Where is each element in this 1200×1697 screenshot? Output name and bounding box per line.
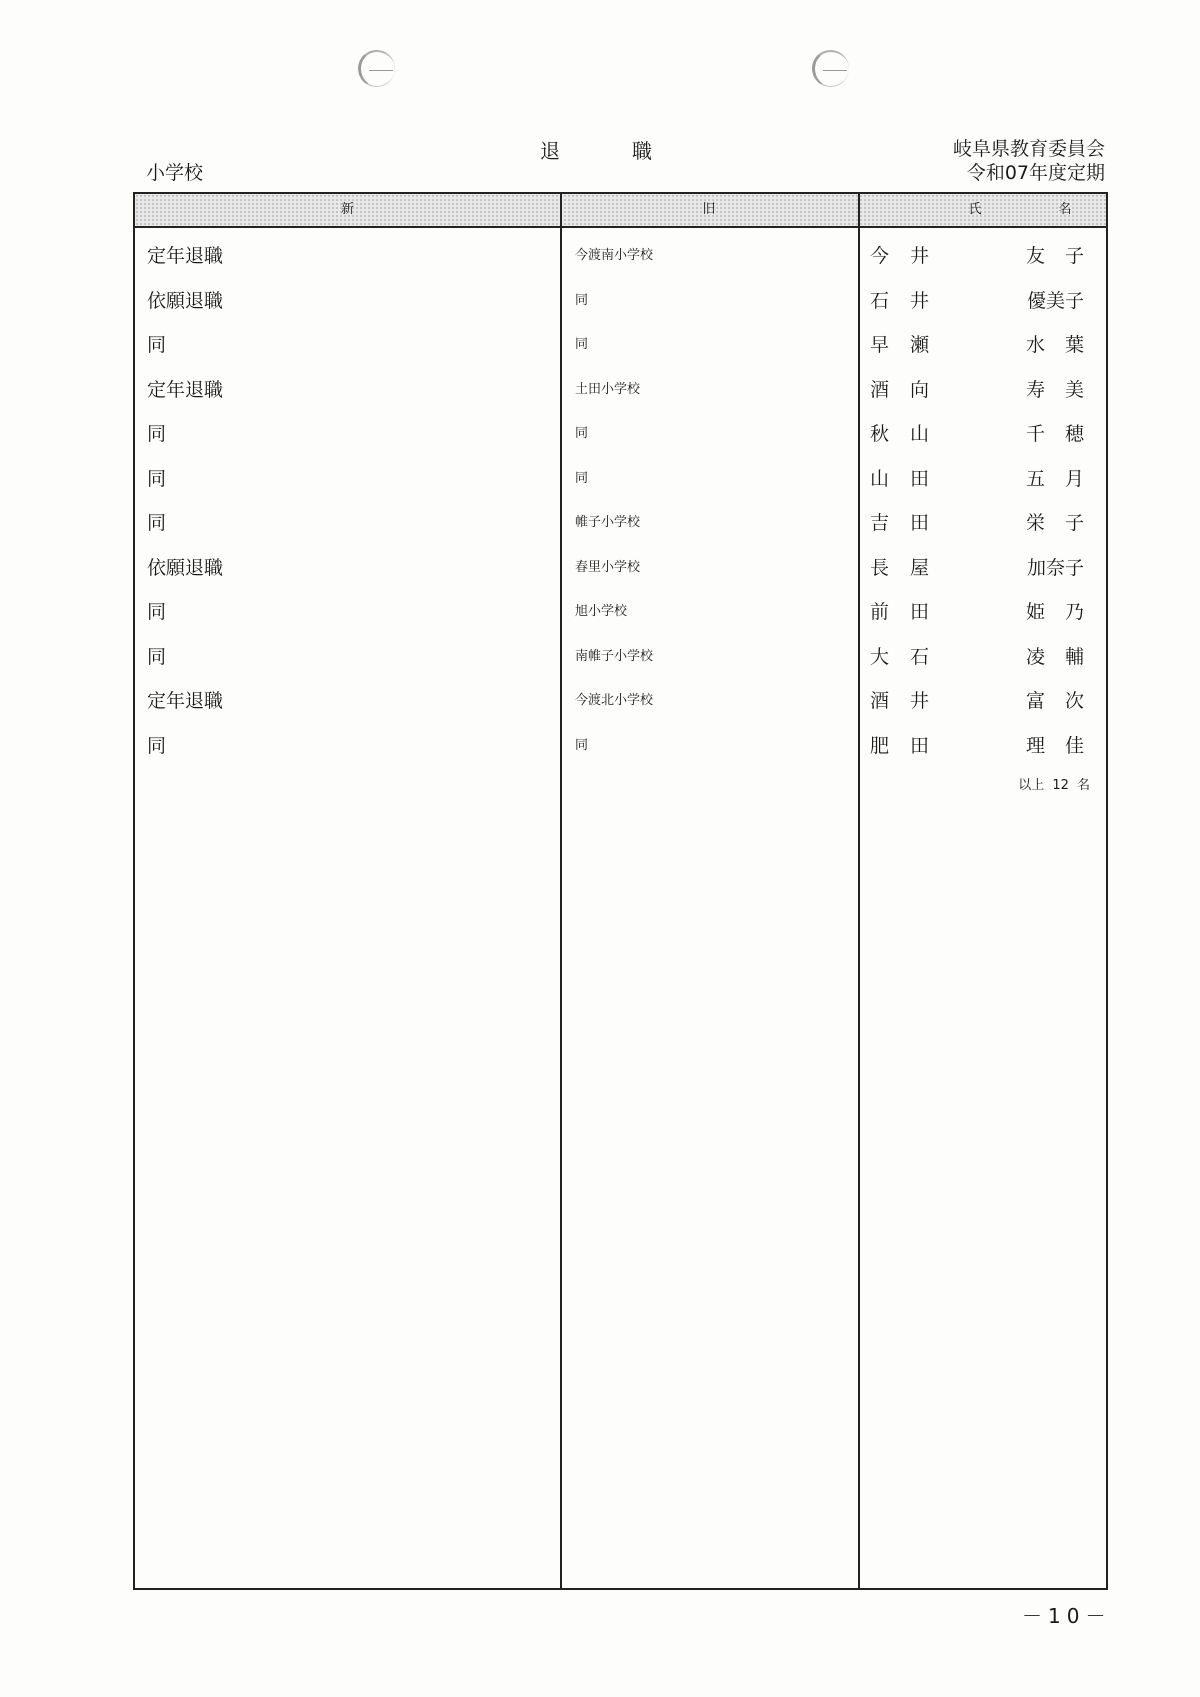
header-new: 新 (340, 202, 354, 217)
new-status: 定年退職 (147, 245, 224, 267)
family-name: 山田 (870, 467, 951, 490)
table-row (135, 724, 1106, 768)
table-row (135, 501, 1106, 545)
old-school: 同 (575, 470, 589, 486)
issuer-block (953, 137, 1105, 185)
retirement-table (133, 192, 1108, 1590)
header-old: 旧 (702, 202, 716, 217)
table-row (135, 412, 1106, 456)
given-name: 理佳 (1025, 734, 1104, 757)
old-school: 帷子小学校 (575, 515, 641, 530)
old-school: 同 (575, 426, 589, 441)
table-row (135, 368, 1106, 412)
given-name: 凌輔 (1025, 645, 1104, 668)
old-school: 旭小学校 (575, 604, 628, 619)
punch-hole-right (812, 50, 849, 87)
header-name-family: 氏 (968, 202, 982, 217)
family-name: 早瀬 (870, 334, 951, 356)
family-name: 酒井 (870, 690, 951, 712)
new-status: 定年退職 (147, 690, 224, 712)
old-school: 今渡南小学校 (575, 248, 654, 263)
title-part: 退 (540, 139, 560, 163)
old-school: 今渡北小学校 (575, 693, 654, 708)
header-name-given: 名 (1058, 202, 1072, 217)
family-name: 長屋 (870, 556, 951, 579)
new-status: 同 (147, 334, 167, 356)
period: 令和07年度定期 (966, 162, 1105, 184)
given-name: 千穂 (1025, 423, 1104, 445)
family-name: 大石 (870, 645, 951, 668)
given-name: 水葉 (1025, 334, 1104, 356)
new-status: 同 (147, 734, 167, 757)
new-status: 同 (147, 467, 167, 490)
table-row (135, 279, 1106, 323)
family-name: 酒向 (870, 378, 951, 401)
new-status: 同 (147, 423, 167, 445)
given-name: 姫乃 (1025, 601, 1104, 623)
document-title (540, 135, 652, 164)
family-name: 肥田 (870, 734, 951, 757)
new-status: 依願退職 (147, 289, 224, 312)
old-school: 同 (575, 737, 589, 753)
table-row (135, 679, 1106, 723)
given-name: 五月 (1025, 467, 1104, 490)
table-row (135, 590, 1106, 634)
punch-hole-left (358, 50, 395, 87)
table-header (135, 194, 1106, 228)
table-row (135, 635, 1106, 679)
old-school: 土田小学校 (575, 381, 641, 397)
new-status: 同 (147, 512, 167, 534)
family-name: 吉田 (870, 512, 951, 534)
given-name: 富次 (1025, 690, 1104, 712)
given-name: 栄子 (1025, 512, 1104, 534)
new-status: 同 (147, 645, 167, 668)
page-number: －10－ (1022, 1604, 1112, 1628)
new-status: 同 (147, 601, 167, 623)
table-row (135, 457, 1106, 501)
given-name: 優美子 (1026, 289, 1084, 312)
old-school: 南帷子小学校 (575, 648, 654, 664)
family-name: 石井 (870, 289, 951, 312)
table-row (135, 546, 1106, 590)
organization: 岐阜県教育委員会 (952, 138, 1105, 160)
family-name: 今井 (870, 245, 951, 267)
family-name: 前田 (870, 601, 951, 623)
old-school: 同 (575, 292, 589, 308)
new-status: 依願退職 (147, 556, 224, 579)
school-category: 小学校 (146, 162, 204, 184)
family-name: 秋山 (870, 423, 951, 445)
old-school: 同 (575, 337, 589, 352)
given-name: 加奈子 (1026, 556, 1084, 579)
table-row (135, 234, 1106, 278)
title-part: 職 (632, 139, 652, 163)
old-school: 春里小学校 (575, 559, 641, 575)
total-count: 以上 12 名 (1018, 778, 1090, 793)
given-name: 寿美 (1025, 378, 1104, 401)
given-name: 友子 (1025, 245, 1104, 267)
table-row (135, 323, 1106, 367)
new-status: 定年退職 (147, 378, 224, 401)
